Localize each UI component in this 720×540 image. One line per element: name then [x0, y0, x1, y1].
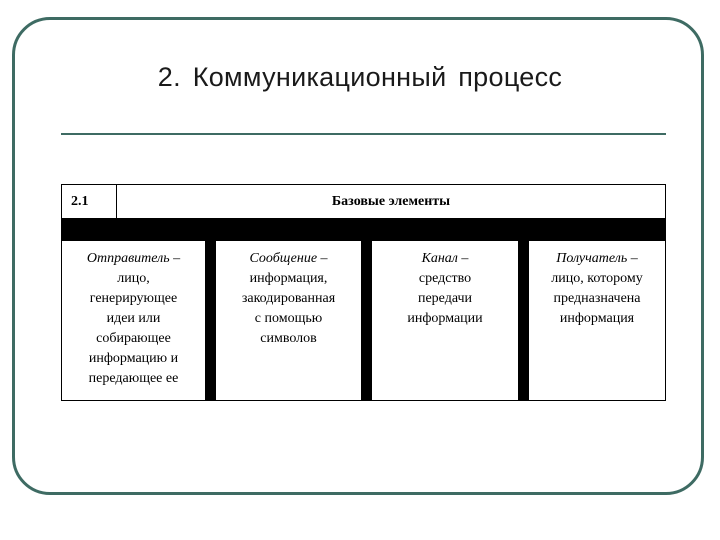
element-line: идеи или: [106, 311, 161, 326]
element-line: предназначена: [553, 291, 641, 306]
element-line: информация: [559, 311, 635, 326]
element-line: передающее ее: [88, 371, 179, 386]
element-line: информацию и: [88, 351, 179, 366]
element-sender: [62, 241, 205, 400]
element-term: Сообщение –: [249, 251, 328, 266]
table-number: 2.1: [62, 185, 117, 218]
element-line: передачи: [417, 291, 473, 306]
column-separator: [361, 241, 372, 400]
element-line: информация,: [249, 271, 328, 286]
element-line: информации: [407, 311, 483, 326]
column-separator: [518, 241, 529, 400]
element-line: собирающее: [96, 331, 171, 346]
element-term: Канал –: [421, 251, 469, 266]
element-line: лицо,: [117, 271, 150, 286]
table-header-title: Базовые элементы: [331, 194, 451, 209]
element-line: с помощью: [254, 311, 323, 326]
element-channel: [372, 241, 518, 400]
table-header-row: [62, 185, 665, 218]
title-divider: [61, 133, 666, 135]
element-term: Получатель –: [556, 251, 638, 266]
element-line: символов: [260, 331, 317, 346]
element-line: лицо, которому: [551, 271, 643, 286]
header-band: [62, 218, 665, 241]
elements-table: [61, 184, 666, 401]
element-line: генерирующее: [89, 291, 178, 306]
element-line: средство: [418, 271, 472, 286]
element-receiver: [529, 241, 665, 400]
slide-title: 2. Коммуникационный процесс: [157, 62, 563, 92]
element-term: Отправитель –: [86, 251, 181, 266]
element-line: закодированная: [241, 291, 336, 306]
column-separator: [205, 241, 216, 400]
element-message: [216, 241, 361, 400]
